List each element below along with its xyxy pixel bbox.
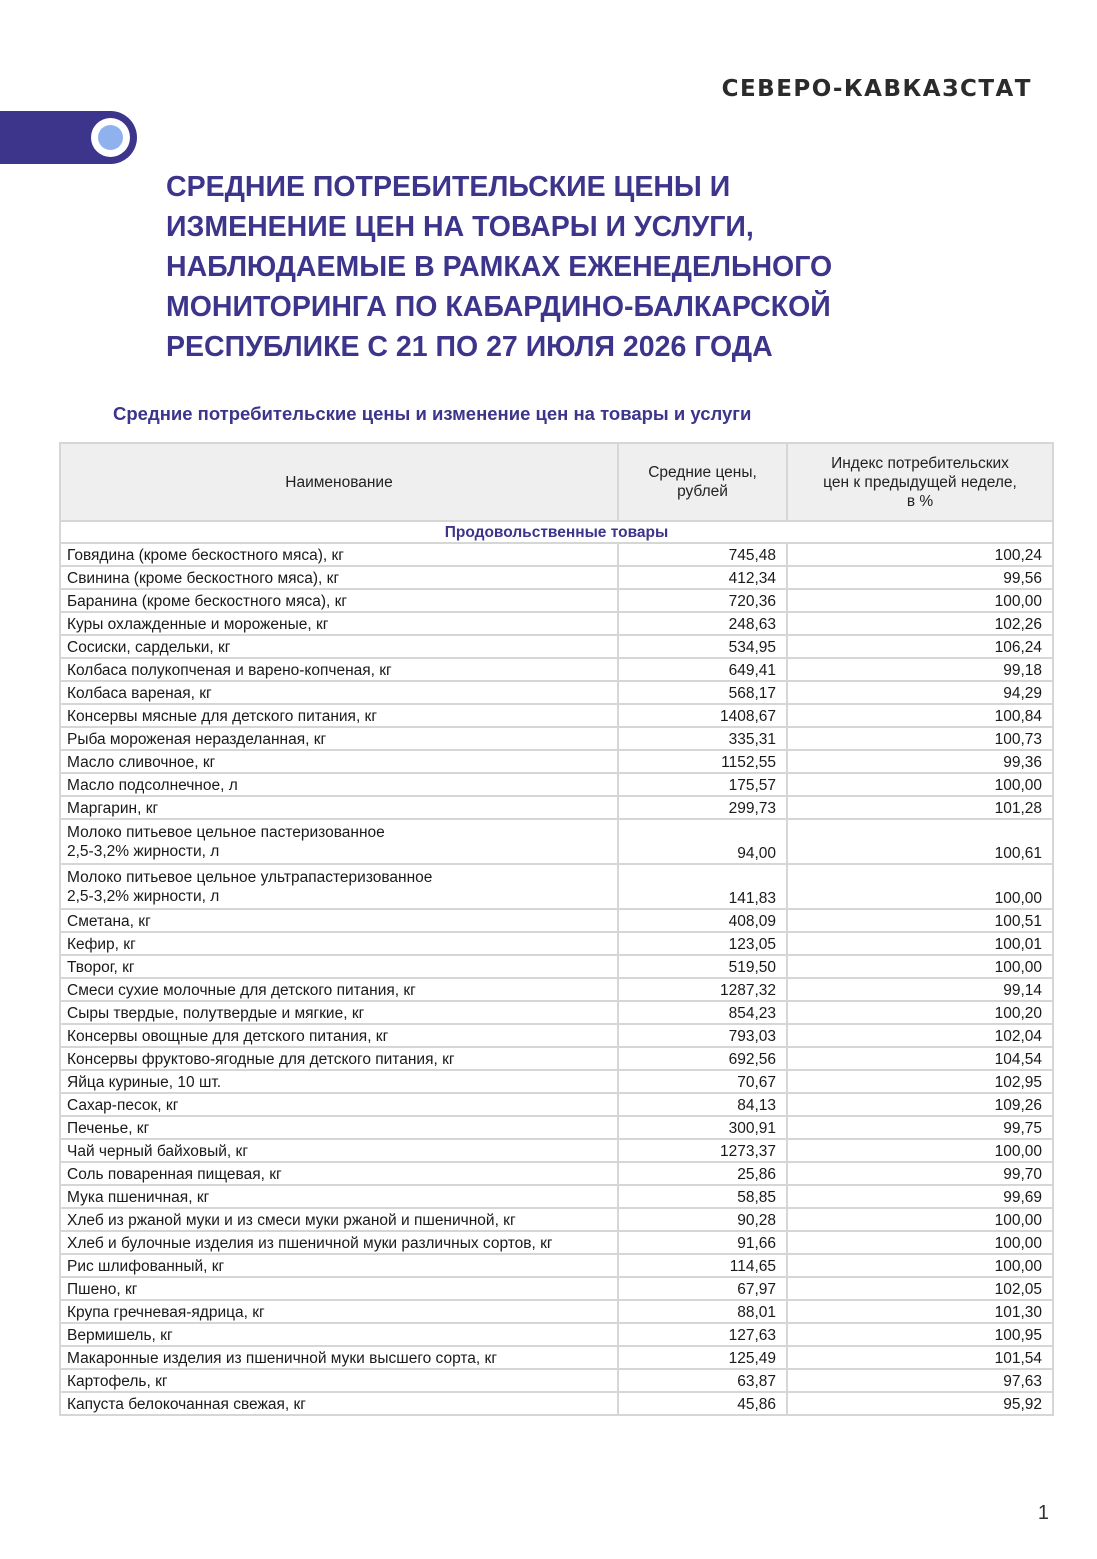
row-price: 114,65 (618, 1254, 787, 1277)
row-price: 63,87 (618, 1369, 787, 1392)
row-price: 1287,32 (618, 978, 787, 1001)
row-price: 854,23 (618, 1001, 787, 1024)
table-row (60, 932, 1053, 955)
row-name: Куры охлажденные и мороженые, кг (60, 612, 618, 635)
brand-logo-text: СЕВЕРО-КАВКАЗСТАТ (721, 76, 1032, 102)
row-price: 519,50 (618, 955, 787, 978)
table-row (60, 1047, 1053, 1070)
row-index: 102,04 (787, 1024, 1053, 1047)
row-name: Свинина (кроме бескостного мяса), кг (60, 566, 618, 589)
row-index: 99,36 (787, 750, 1053, 773)
page-title-line: ИЗМЕНЕНИЕ ЦЕН НА ТОВАРЫ И УСЛУГИ, (166, 211, 754, 243)
row-name: Сосиски, сардельки, кг (60, 635, 618, 658)
row-name: Рыба мороженая неразделанная, кг (60, 727, 618, 750)
row-name: Крупа гречневая-ядрица, кг (60, 1300, 618, 1323)
row-index: 100,00 (787, 1254, 1053, 1277)
table-row (60, 1277, 1053, 1300)
row-name: Творог, кг (60, 955, 618, 978)
row-name: Колбаса вареная, кг (60, 681, 618, 704)
row-name: Консервы мясные для детского питания, кг (60, 704, 618, 727)
row-index: 100,00 (787, 589, 1053, 612)
table-row (60, 1208, 1053, 1231)
row-price: 1408,67 (618, 704, 787, 727)
row-index: 100,84 (787, 704, 1053, 727)
row-price: 568,17 (618, 681, 787, 704)
row-price: 1273,37 (618, 1139, 787, 1162)
table-row (60, 1346, 1053, 1369)
table-row (60, 681, 1053, 704)
table-row (60, 658, 1053, 681)
row-price: 300,91 (618, 1116, 787, 1139)
table-row (60, 819, 1053, 864)
row-index: 100,51 (787, 909, 1053, 932)
row-index: 101,28 (787, 796, 1053, 819)
page-number: 1 (1037, 1502, 1049, 1524)
row-name: Макаронные изделия из пшеничной муки высшего сорта, кг (60, 1346, 618, 1369)
row-name: Консервы фруктово-ягодные для детского питания, кг (60, 1047, 618, 1070)
table-row (60, 589, 1053, 612)
row-price: 534,95 (618, 635, 787, 658)
row-price: 91,66 (618, 1231, 787, 1254)
row-name: Колбаса полукопченая и варено-копченая, кг (60, 658, 618, 681)
row-index: 101,54 (787, 1346, 1053, 1369)
table-row (60, 1392, 1053, 1415)
table-title: Средние потребительские цены и изменение цен на товары и услуги (113, 403, 752, 424)
row-name: Капуста белокочанная свежая, кг (60, 1392, 618, 1415)
row-index: 106,24 (787, 635, 1053, 658)
row-index: 99,69 (787, 1185, 1053, 1208)
row-index: 97,63 (787, 1369, 1053, 1392)
row-index: 109,26 (787, 1093, 1053, 1116)
table-row (60, 864, 1053, 909)
table-row (60, 1162, 1053, 1185)
row-index: 99,70 (787, 1162, 1053, 1185)
table-row (60, 635, 1053, 658)
table-row (60, 1070, 1053, 1093)
table-row (60, 566, 1053, 589)
row-name: Картофель, кг (60, 1369, 618, 1392)
section-header: Продовольственные товары (60, 521, 1053, 543)
page-title-line: МОНИТОРИНГА ПО КАБАРДИНО-БАЛКАРСКОЙ (166, 291, 831, 323)
row-price: 335,31 (618, 727, 787, 750)
row-price: 248,63 (618, 612, 787, 635)
row-name: Маргарин, кг (60, 796, 618, 819)
table-row (60, 1323, 1053, 1346)
table-row (60, 773, 1053, 796)
row-index: 99,14 (787, 978, 1053, 1001)
row-name: Печенье, кг (60, 1116, 618, 1139)
row-name: Яйца куриные, 10 шт. (60, 1070, 618, 1093)
row-price: 412,34 (618, 566, 787, 589)
row-name: Кефир, кг (60, 932, 618, 955)
row-name: Смеси сухие молочные для детского питания, кг (60, 978, 618, 1001)
row-index: 100,00 (787, 864, 1053, 909)
row-price: 67,97 (618, 1277, 787, 1300)
table-row (60, 1231, 1053, 1254)
row-index: 99,18 (787, 658, 1053, 681)
table-row (60, 796, 1053, 819)
row-index: 100,00 (787, 1208, 1053, 1231)
row-price: 45,86 (618, 1392, 787, 1415)
row-price: 408,09 (618, 909, 787, 932)
table-row (60, 543, 1053, 566)
row-index: 94,29 (787, 681, 1053, 704)
row-name: Сахар-песок, кг (60, 1093, 618, 1116)
row-index: 102,05 (787, 1277, 1053, 1300)
price-table (59, 442, 1054, 1416)
row-index: 102,95 (787, 1070, 1053, 1093)
page-title-line: СРЕДНИЕ ПОТРЕБИТЕЛЬСКИЕ ЦЕНЫ И (166, 171, 731, 203)
row-index: 100,00 (787, 1139, 1053, 1162)
row-index: 100,20 (787, 1001, 1053, 1024)
row-price: 25,86 (618, 1162, 787, 1185)
page-title-line: РЕСПУБЛИКЕ С 21 ПО 27 ИЮЛЯ 2026 ГОДА (166, 331, 773, 363)
table-row (60, 727, 1053, 750)
row-price: 745,48 (618, 543, 787, 566)
row-name: Рис шлифованный, кг (60, 1254, 618, 1277)
row-name: Баранина (кроме бескостного мяса), кг (60, 589, 618, 612)
table-row (60, 1254, 1053, 1277)
table-row (60, 1139, 1053, 1162)
row-name: Говядина (кроме бескостного мяса), кг (60, 543, 618, 566)
table-row (60, 1185, 1053, 1208)
row-price: 127,63 (618, 1323, 787, 1346)
row-index: 100,24 (787, 543, 1053, 566)
row-name: Соль поваренная пищевая, кг (60, 1162, 618, 1185)
table-row (60, 612, 1053, 635)
row-name: Сыры твердые, полутвердые и мягкие, кг (60, 1001, 618, 1024)
row-price: 299,73 (618, 796, 787, 819)
row-index: 100,00 (787, 773, 1053, 796)
table-row (60, 1001, 1053, 1024)
row-price: 90,28 (618, 1208, 787, 1231)
header-price: Средние цены, рублей (618, 443, 787, 521)
table-row (60, 1300, 1053, 1323)
table-row (60, 1093, 1053, 1116)
table-row (60, 909, 1053, 932)
row-index: 100,61 (787, 819, 1053, 864)
row-price: 58,85 (618, 1185, 787, 1208)
row-name: Пшено, кг (60, 1277, 618, 1300)
row-index: 102,26 (787, 612, 1053, 635)
row-index: 99,75 (787, 1116, 1053, 1139)
row-name: Хлеб из ржаной муки и из смеси муки ржаной и пшеничной, кг (60, 1208, 618, 1231)
table-row (60, 1369, 1053, 1392)
row-price: 793,03 (618, 1024, 787, 1047)
header-name: Наименование (60, 443, 618, 521)
row-name: Сметана, кг (60, 909, 618, 932)
row-price: 123,05 (618, 932, 787, 955)
row-name: Чай черный байховый, кг (60, 1139, 618, 1162)
row-name: Масло подсолнечное, л (60, 773, 618, 796)
row-index: 100,01 (787, 932, 1053, 955)
row-name: Молоко питьевое цельное ультрапастеризованное 2,5-3,2% жирности, л (60, 864, 618, 909)
row-price: 649,41 (618, 658, 787, 681)
row-name: Вермишель, кг (60, 1323, 618, 1346)
row-index: 100,73 (787, 727, 1053, 750)
page-title-line: НАБЛЮДАЕМЫЕ В РАМКАХ ЕЖЕНЕДЕЛЬНОГО (166, 251, 833, 283)
table-row (60, 750, 1053, 773)
row-name: Мука пшеничная, кг (60, 1185, 618, 1208)
page-title (166, 167, 1046, 367)
circle-logo-icon (84, 111, 137, 164)
row-price: 84,13 (618, 1093, 787, 1116)
row-index: 100,00 (787, 955, 1053, 978)
row-price: 125,49 (618, 1346, 787, 1369)
row-name: Масло сливочное, кг (60, 750, 618, 773)
table-row (60, 1116, 1053, 1139)
row-index: 104,54 (787, 1047, 1053, 1070)
row-price: 141,83 (618, 864, 787, 909)
table-row (60, 1024, 1053, 1047)
row-name: Хлеб и булочные изделия из пшеничной муки различных сортов, кг (60, 1231, 618, 1254)
row-index: 100,95 (787, 1323, 1053, 1346)
row-index: 100,00 (787, 1231, 1053, 1254)
row-price: 175,57 (618, 773, 787, 796)
row-price: 94,00 (618, 819, 787, 864)
row-price: 70,67 (618, 1070, 787, 1093)
row-index: 101,30 (787, 1300, 1053, 1323)
row-price: 720,36 (618, 589, 787, 612)
row-price: 88,01 (618, 1300, 787, 1323)
row-price: 1152,55 (618, 750, 787, 773)
header-index: Индекс потребительских цен к предыдущей неделе, в % (787, 443, 1053, 521)
table-row (60, 704, 1053, 727)
row-name: Молоко питьевое цельное пастеризованное 2,5-3,2% жирности, л (60, 819, 618, 864)
row-price: 692,56 (618, 1047, 787, 1070)
row-index: 95,92 (787, 1392, 1053, 1415)
table-row (60, 978, 1053, 1001)
table-row (60, 955, 1053, 978)
row-name: Консервы овощные для детского питания, кг (60, 1024, 618, 1047)
row-index: 99,56 (787, 566, 1053, 589)
